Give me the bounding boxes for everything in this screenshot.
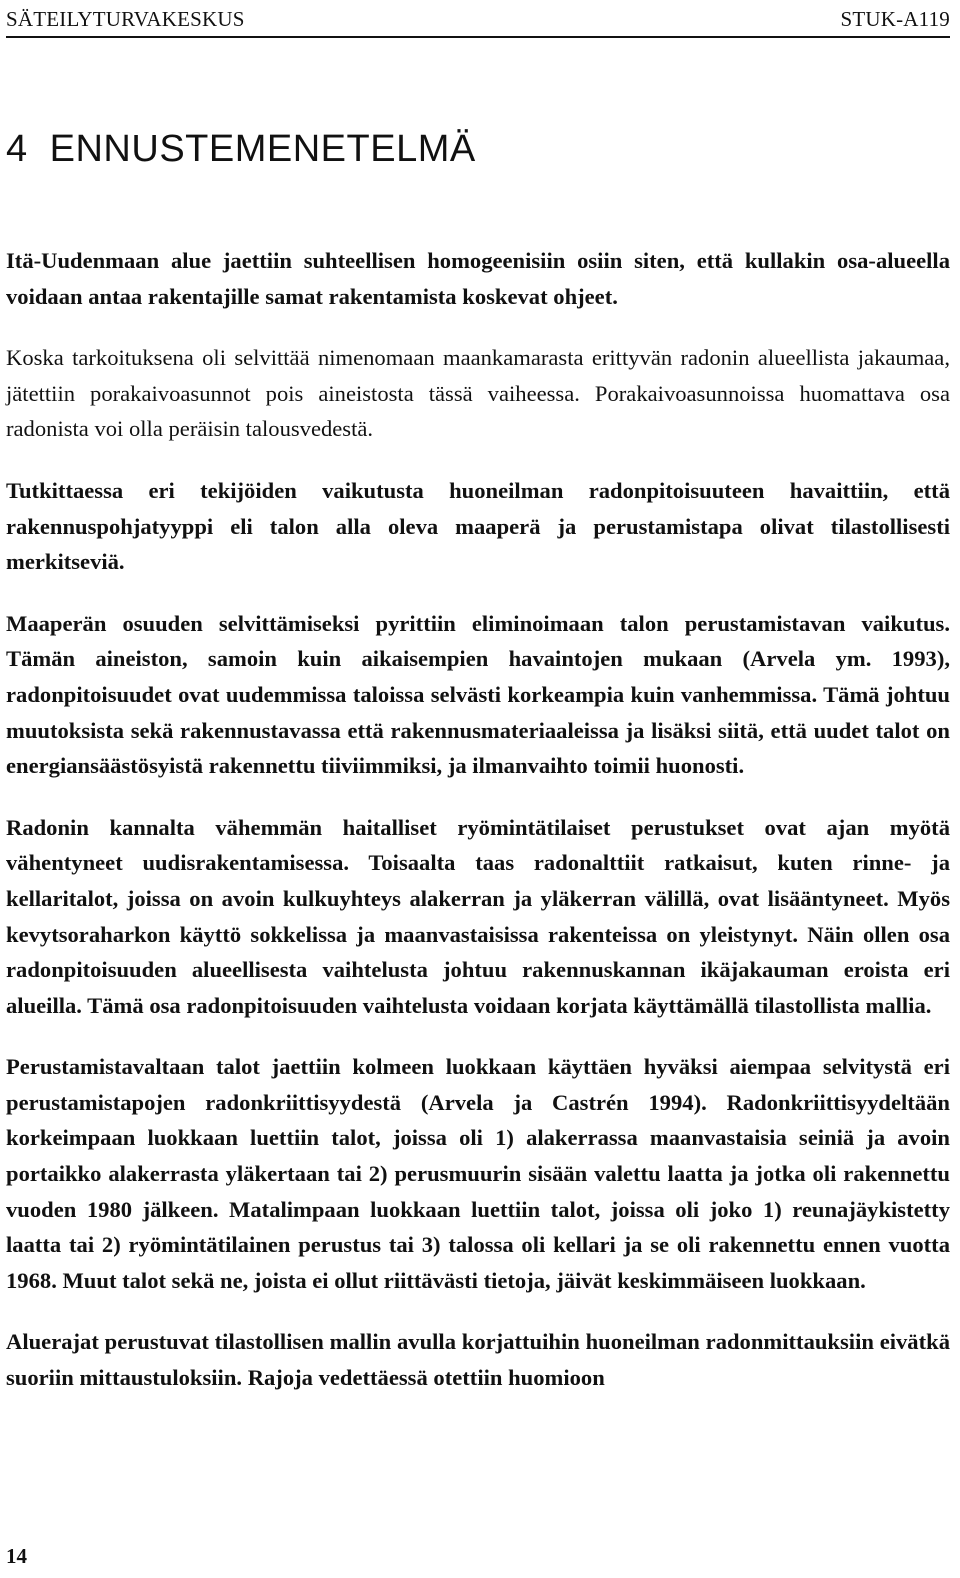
paragraph-1: Itä-Uudenmaan alue jaettiin suhteellisen homogeenisiin osiin siten, että kullakin osa-alueella voidaan antaa rakentajille samat rakentamista koskevat ohjeet. (6, 248, 950, 309)
paragraph-5: Radonin kannalta vähemmän haitalliset ryömintätilaiset perustukset ovat ajan myötä vähentyneet uudisrakentamisessa. Toisaalta taas radonalttiit ratkaisut, kuten rinne- ja kellaritalot, joissa on avoin kulkuyhteys alakerran ja yläkerran välillä, ovat lisääntyneet. Myös kevytsoraharkon käyttö sokkelissa ja maanvastaisissa rakenteissa on yleistynyt. Näin ollen osa radonpitoisuuden alueellisesta vaihtelusta johtuu rakennuskannan ikäjakauman eroista eri alueilla. Tämä osa radonpitoisuuden vaihtelusta voidaan korjata käyttämällä tilastollista mallia. (6, 814, 950, 1018)
paragraph-6: Perustamistavaltaan talot jaettiin kolmeen luokkaan käyttäen hyväksi aiempaa selvitystä eri perustamistapojen radonkriittisyydestä (Arvela ja Castrén 1994). Radonkriittisyydeltään korkeimpaan luokkaan luettiin talot, joissa oli 1) alakerrassa maanvastaisia seiniä ja avoin portaikko alakerrasta yläkertaan tai 2) perusmuurin sisään valettu laatta ja jotka oli rakennettu vuoden 1980 jälkeen. Matalimpaan luokkaan luettiin talot, joissa oli joko 1) reunajäykistetty laatta tai 2) ryömintätilainen perustus tai 3) talossa oli kellari ja se oli rakennettu ennen vuotta 1968. Muut talot sekä ne, joista ei ollut riittävästi tietoja, jäivät keskimmäiseen luokkaan. (6, 1054, 950, 1293)
body-text (6, 243, 950, 1422)
paragraph-3: Tutkittaessa eri tekijöiden vaikutusta huoneilman radonpitoisuuteen havaittiin, että rakennuspohjatyyppi eli talon alla oleva maaperä ja perustamistapa olivat tilastollisesti merkitseviä. (6, 477, 950, 575)
section-title: ENNUSTEMENETELMÄ (49, 128, 476, 170)
paragraph-4: Maaperän osuuden selvittämiseksi pyrittiin eliminoimaan talon perustamistavan vaikutus. Tämän aineiston, samoin kuin aikaisempien havaintojen mukaan (Arvela ym. 1993), radonpitoisuudet ovat uudemmissa taloissa selvästi korkeampia kuin vanhemmissa. Tämä johtuu muutoksista sekä rakennustavassa että rakennusmateriaaleissa ja lisäksi siitä, että uudet talot on energiansäästösyistä rakennettu tiiviimmiksi, ja ilmanvaihto toimii huonosti. (6, 610, 950, 779)
report-code: STUK-A119 (840, 7, 950, 31)
publisher-name: SÄTEILYTURVAKESKUS (6, 7, 245, 31)
paragraph-7: Aluerajat perustuvat tilastollisen mallin avulla korjattuihin huoneilman radonmittauksiin eivätkä suoriin mittaustuloksiin. Rajoja vedettäessä otettiin huomioon (6, 1329, 950, 1391)
section-number: 4 (6, 128, 28, 170)
paragraph-2: Koska tarkoituksena oli selvittää nimenomaan maankamarasta erittyvän radonin alueellista jakaumaa, jätettiin porakaivoasunnot pois aineistosta tässä vaiheessa. Porakaivoasunnoissa huomattava osa radonista voi olla peräisin talousvedestä. (6, 345, 950, 442)
running-header (6, 2, 950, 38)
section-heading (6, 128, 476, 171)
page-number: 14 (6, 1544, 27, 1568)
document-page (6, 0, 950, 1578)
